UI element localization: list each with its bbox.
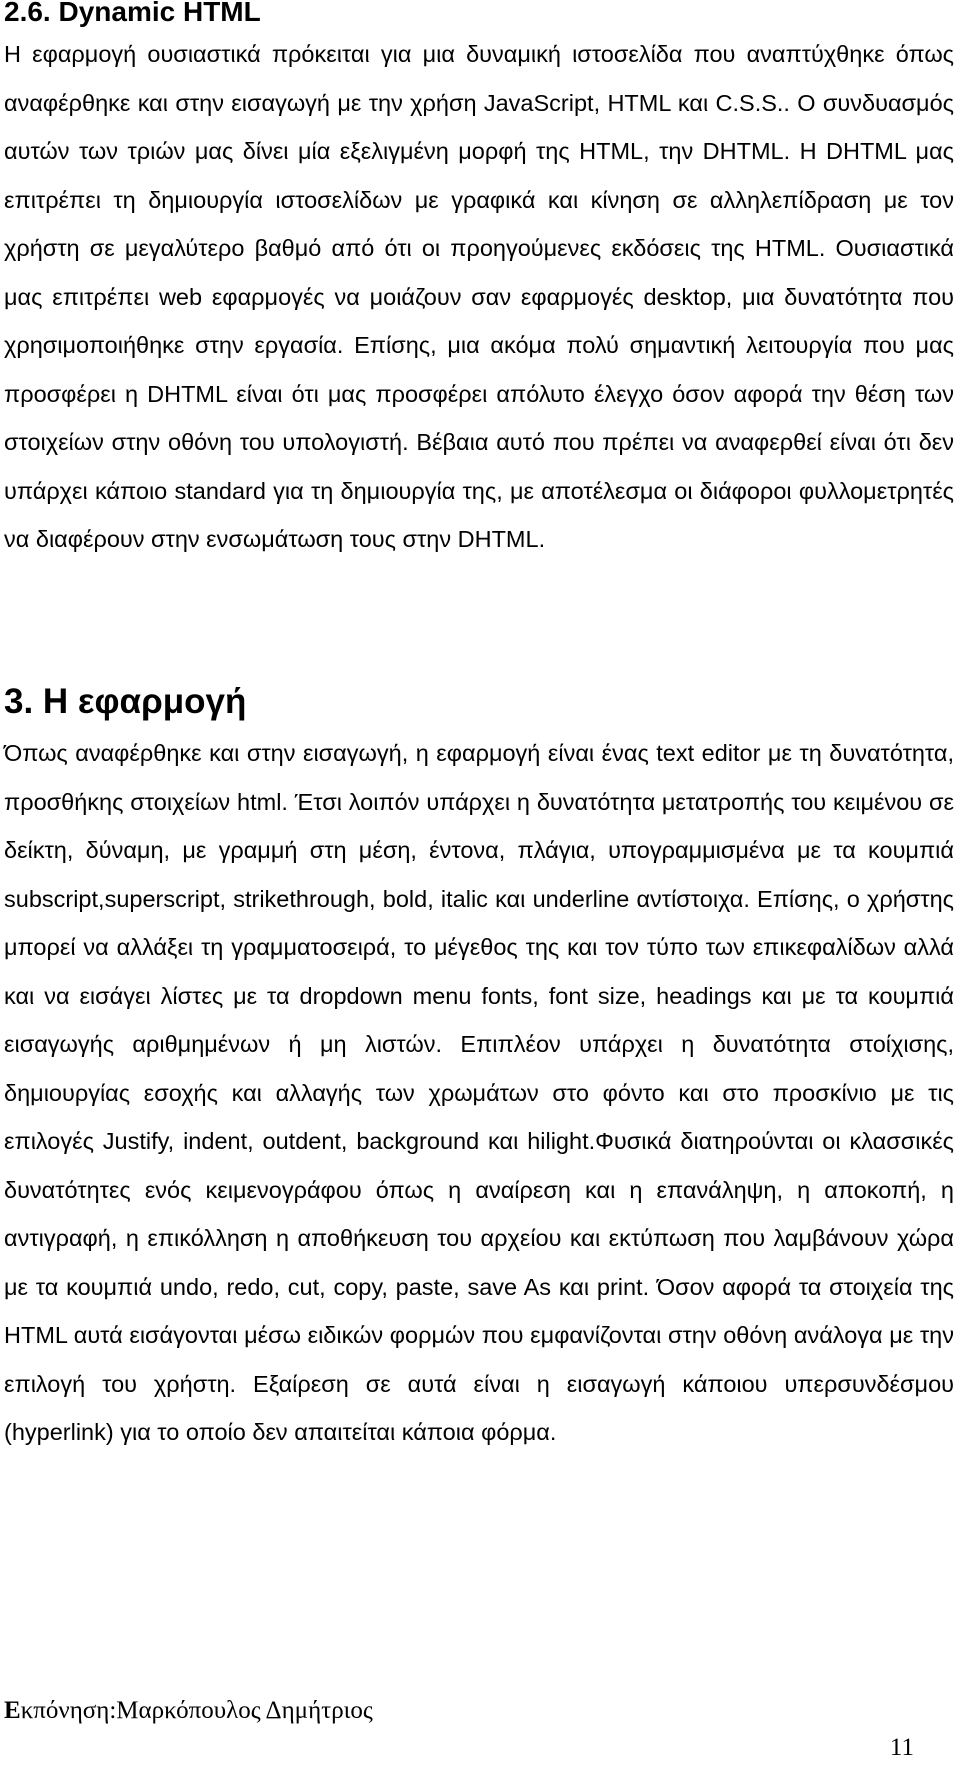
chapter-heading: 3. Η εφαρμογή: [4, 682, 247, 721]
section-heading: 2.6. Dynamic HTML: [4, 0, 261, 27]
section-paragraph: Η εφαρμογή ουσιαστικά πρόκειται για μια δυναμική ιστοσελίδα που αναπτύχθηκε όπως αναφέρθηκε και στην εισαγωγή με την χρήση JavaScript, HTML και C.S.S.. Ο συνδυασμός αυτών των τριών μας δίνει μία εξελιγμένη μορφή της HTML, την DHTML. Η DHTML μας επιτρέπει τη δημιουργία ιστοσελίδων με γραφικά και κίνηση σε αλληλεπίδραση με τον χρήστη σε μεγαλύτερο βαθμό από ότι οι προηγούμενες εκδόσεις της HTML. Ουσιαστικά μας επιτρέπει web εφαρμογές να μοιάζουν σαν εφαρμογές desktop, μια δυνατότητα που χρησιμοποιήθηκε στην εργασία. Επίσης, μια ακόμα πολύ σημαντική λειτουργία που μας προσφέρει η DHTML είναι ότι μας προσφέρει απόλυτο έλεγχο όσον αφορά την θέση των στοιχείων στην οθόνη του υπολογιστή. Βέβαια αυτό που πρέπει να αναφερθεί είναι ότι δεν υπάρχει κάποιο standard για τη δημιουργία της, με αποτέλεσμα οι διάφοροι φυλλομετρητές να διαφέρουν στην ενσωμάτωση τους στην DHTML.: [4, 41, 954, 552]
footer-author-lead: Ε: [4, 1697, 21, 1724]
footer-author-text: κπόνηση:Μαρκόπουλος Δημήτριος: [20, 1697, 373, 1724]
chapter-paragraph: Όπως αναφέρθηκε και στην εισαγωγή, η εφαρμογή είναι ένας text editor με τη δυνατότητα, προσθήκης στοιχείων html. Έτσι λοιπόν υπάρχει η δυνατότητα μετατροπής του κειμένου σε δείκτη, δύναμη, με γραμμή στη μέση, έντονα, πλάγια, υπογραμμισμένα με τα κουμπιά subscript,superscript, strikethrough, bold, italic και underline αντίστοιχα. Επίσης, ο χρήστης μπορεί να αλλάξει τη γραμματοσειρά, το μέγεθος της και τον τύπο των επικεφαλίδων αλλά και να εισάγει λίστες με τα dropdown menu fonts, font size, headings και με τα κουμπιά εισαγωγής αριθμημένων ή μη λιστών. Επιπλέον υπάρχει η δυνατότητα στοίχισης, δημιουργίας εσοχής και αλλαγής των χρωμάτων στο φόντο και στο προσκίνιο με τις επιλογές Justify, indent, outdent, background και hilight.Φυσικά διατηρούνται οι κλασσικές δυνατότητες ενός κειμενογράφου όπως η αναίρεση και η επανάληψη, η αποκοπή, η αντιγραφή, η επικόλληση η αποθήκευση του αρχείου και εκτύπωση που λαμβάνουν χώρα με τα κουμπιά undo, redo, cut, copy, paste, save As και print. Όσον αφορά τα στοιχεία της HTML αυτά εισάγονται μέσω ειδικών φορμών που εμφανίζονται στην οθόνη ανάλογα με την επιλογή του χρήστη. Εξαίρεση σε αυτά είναι η εισαγωγή κάποιου υπερσυνδέσμου (hyperlink) για το οποίο δεν απαιτείται κάποια φόρμα.: [4, 740, 954, 1445]
page-number: 11: [889, 1734, 914, 1761]
footer-author: [4, 1696, 373, 1726]
